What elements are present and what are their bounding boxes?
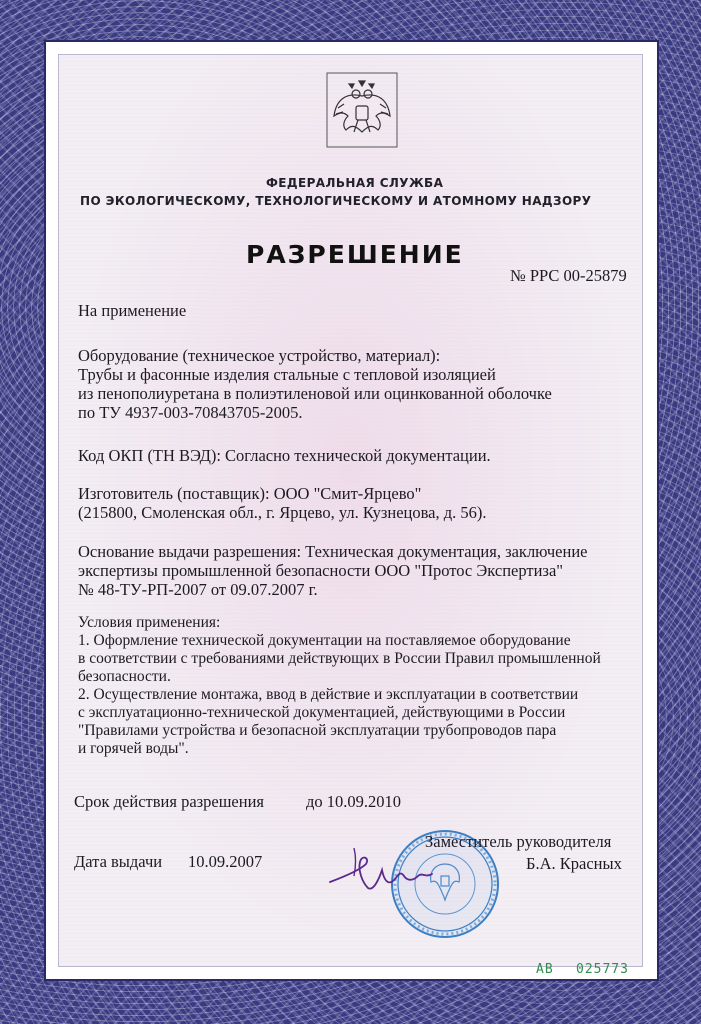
permit-number: № РРС 00-25879 <box>510 266 627 285</box>
manufacturer-address: (215800, Смоленская обл., г. Ярцево, ул. Кузнецова, д. 56). <box>78 503 487 522</box>
validity-label: Срок действия разрешения <box>74 792 265 811</box>
manufacturer: Изготовитель (поставщик): ООО "Смит-Ярцево" <box>78 484 422 503</box>
signatory-name: Б.А. Красных <box>526 854 622 873</box>
issue-label: Дата выдачи <box>74 852 163 871</box>
condition-line: в соответствии с требованиями действующих в России Правил промышленной <box>78 650 601 667</box>
equipment-label: Оборудование (техническое устройство, материал): <box>78 346 441 365</box>
handwritten-signature <box>326 836 436 900</box>
condition-line: с эксплуатационно-технической документацией, действующими в России <box>78 704 566 721</box>
agency-subtitle: ПО ЭКОЛОГИЧЕСКОМУ, ТЕХНОЛОГИЧЕСКОМУ И АТОМНОМУ НАДЗОРУ <box>80 194 592 208</box>
equipment-line: по ТУ 4937-003-70843705-2005. <box>78 403 303 422</box>
validity-date: до 10.09.2010 <box>306 792 402 811</box>
basis-line: № 48-ТУ-РП-2007 от 09.07.2007 г. <box>78 580 318 599</box>
issue-date: 10.09.2007 <box>188 852 263 871</box>
equipment-line: Трубы и фасонные изделия стальные с тепловой изоляцией <box>78 365 496 384</box>
condition-line: "Правилами устройства и безопасной эксплуатации трубопроводов пара <box>78 722 557 739</box>
condition-line: 2. Осуществление монтажа, ввод в действие и эксплуатации в соответствии <box>78 686 579 703</box>
serial-series: АВ <box>536 962 554 977</box>
purpose: На применение <box>78 301 187 320</box>
signatory-title: Заместитель руководителя <box>425 832 612 851</box>
conditions-heading: Условия применения: <box>78 614 221 631</box>
condition-line: безопасности. <box>78 668 171 685</box>
equipment-line: из пенополиуретана в полиэтиленовой или оцинкованной оболочке <box>78 384 552 403</box>
basis-line: Основание выдачи разрешения: Техническая документация, заключение <box>78 542 588 561</box>
condition-line: и горячей воды". <box>78 740 189 757</box>
document-title: РАЗРЕШЕНИЕ <box>246 240 464 269</box>
okp-code: Код ОКП (ТН ВЭД): Согласно технической документации. <box>78 446 491 465</box>
agency-name: ФЕДЕРАЛЬНАЯ СЛУЖБА <box>266 176 444 190</box>
serial-number: 025773 <box>576 962 629 977</box>
basis-line: экспертизы промышленной безопасности ООО "Протос Экспертиза" <box>78 561 564 580</box>
coat-of-arms-icon <box>326 72 398 148</box>
condition-line: 1. Оформление технической документации на поставляемое оборудование <box>78 632 571 649</box>
